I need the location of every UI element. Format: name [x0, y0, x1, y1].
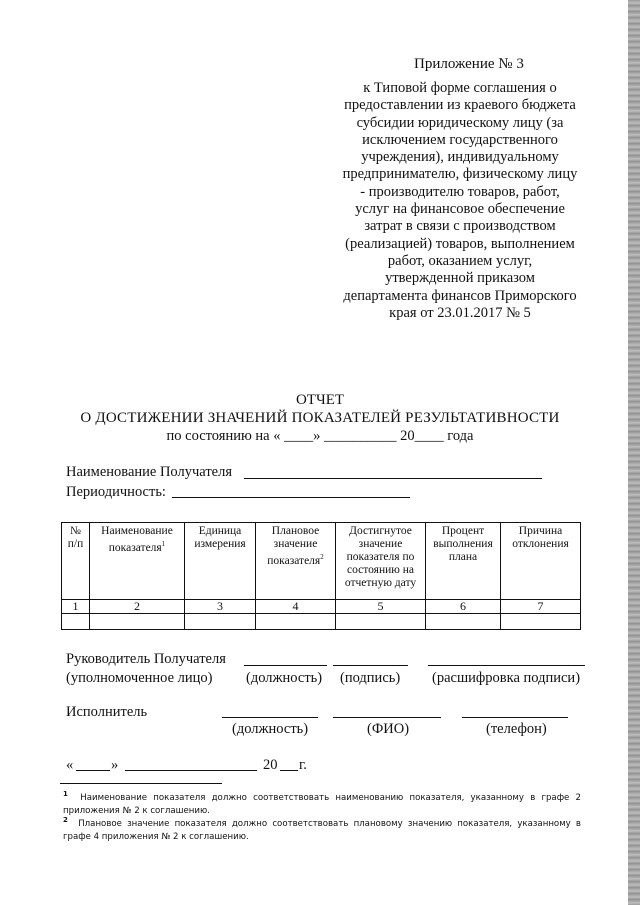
periodicity-input-line[interactable]: [172, 497, 410, 498]
executor-fio-line[interactable]: [333, 717, 441, 718]
column-number: 7: [501, 600, 581, 614]
footnote-text: Плановое значение показателя должно соответствовать плановому значению показателя, указанному в графе 4 приложения № 2 к соглашению.: [63, 818, 581, 842]
table-cell[interactable]: [256, 614, 336, 630]
annex-line: края от 23.01.2017 № 5: [389, 304, 531, 321]
annex-line: департамента финансов Приморского: [343, 287, 577, 304]
head-position-line[interactable]: [244, 665, 327, 666]
footnote-separator: [60, 783, 222, 784]
recipient-label: Наименование Получателя: [66, 464, 233, 480]
date-year-line[interactable]: [280, 770, 298, 771]
date-suffix: г.: [299, 757, 307, 773]
footnote-ref: 2: [320, 553, 324, 561]
table-column-numbers-row: [62, 600, 581, 614]
date-open-quote: «: [66, 757, 74, 773]
head-label: Руководитель Получателя: [66, 651, 226, 667]
annex-line: предпринимателю, физическому лицу: [342, 166, 578, 183]
table-header-cell: Наименование показателя$^1$: [90, 523, 185, 600]
executor-position-line[interactable]: [222, 717, 318, 718]
annex-line: услуг на финансовое обеспечение: [355, 201, 565, 218]
footnote-ref: 1: [161, 540, 166, 548]
annex-description: [330, 80, 590, 322]
annex-line: исключением государственного: [362, 131, 558, 148]
table-header-cell: Причина отклонения: [501, 523, 581, 600]
executor-label: Исполнитель: [66, 704, 148, 720]
column-number: 2: [90, 600, 185, 614]
recipient-input-line[interactable]: [244, 478, 542, 479]
executor-position-caption: (должность): [232, 721, 309, 737]
table-header-cell: Достигнутое значение показателя по состоянию на отчетную дату: [336, 523, 426, 600]
table-cell[interactable]: [185, 614, 256, 630]
table-cell[interactable]: [501, 614, 581, 630]
annex-line: (реализацией) товаров, выполнением: [345, 235, 575, 252]
annex-line: к Типовой форме соглашения о: [363, 80, 557, 96]
column-number: 5: [336, 600, 426, 614]
annex-line: работ, оказанием услуг,: [387, 252, 533, 269]
signature-caption: (подпись): [340, 670, 401, 686]
report-date-line: по состоянию на « ____» __________ 20____ года: [166, 428, 474, 444]
column-number: 4: [256, 600, 336, 614]
footnote-mark: 1: [63, 790, 68, 798]
annex-line: учреждения), индивидуальному: [361, 149, 559, 166]
scan-edge: [628, 0, 640, 905]
executor-phone-line[interactable]: [462, 717, 568, 718]
table-cell[interactable]: [426, 614, 501, 630]
indicators-table: [61, 522, 581, 630]
table-cell[interactable]: [62, 614, 90, 630]
date-close-quote: »: [111, 757, 119, 773]
table-header-cell: № п/п: [62, 523, 90, 600]
footnote: [63, 814, 581, 844]
footnote-text: Наименование показателя должно соответствовать наименованию показателя, указанному в графе 2 приложения № 2 к соглашению.: [63, 792, 582, 816]
authorized-label: (уполномоченное лицо): [66, 670, 213, 686]
date-day-line[interactable]: [76, 770, 110, 771]
position-caption: (должность): [246, 670, 323, 686]
annex-line: затрат в связи с производством: [364, 218, 556, 235]
fio-caption: (ФИО): [367, 721, 410, 737]
column-number: 6: [426, 600, 501, 614]
date-month-line[interactable]: [125, 770, 257, 771]
column-number: 3: [185, 600, 256, 614]
decoding-caption: (расшифровка подписи): [432, 670, 581, 686]
table-cell[interactable]: [336, 614, 426, 630]
table-header-cell: Процент выполнения плана: [426, 523, 501, 600]
report-title: ОТЧЕТ: [295, 392, 345, 408]
periodicity-label: Периодичность:: [66, 484, 166, 500]
footnote-mark: 2: [63, 816, 68, 824]
table-header-row: [62, 523, 581, 600]
head-decoding-line[interactable]: [428, 665, 585, 666]
annex-title: Приложение № 3: [414, 56, 524, 72]
report-subtitle: О ДОСТИЖЕНИИ ЗНАЧЕНИЙ ПОКАЗАТЕЛЕЙ РЕЗУЛЬТАТИВНОСТИ: [80, 410, 560, 426]
table-row: [62, 614, 581, 630]
phone-caption: (телефон): [486, 721, 547, 737]
date-year: 20: [263, 757, 278, 773]
head-signature-line[interactable]: [333, 665, 408, 666]
table-header-cell: Плановое значение показателя$^2$: [256, 523, 336, 600]
annex-line: предоставлении из краевого бюджета: [344, 97, 576, 114]
column-number: 1: [62, 600, 90, 614]
table-header-cell: Единица измерения: [185, 523, 256, 600]
annex-line: субсидии юридическому лицу (за: [356, 114, 564, 131]
annex-line: - производителю товаров, работ,: [360, 183, 560, 200]
table-cell[interactable]: [90, 614, 185, 630]
annex-line: утвержденной приказом: [385, 270, 535, 287]
